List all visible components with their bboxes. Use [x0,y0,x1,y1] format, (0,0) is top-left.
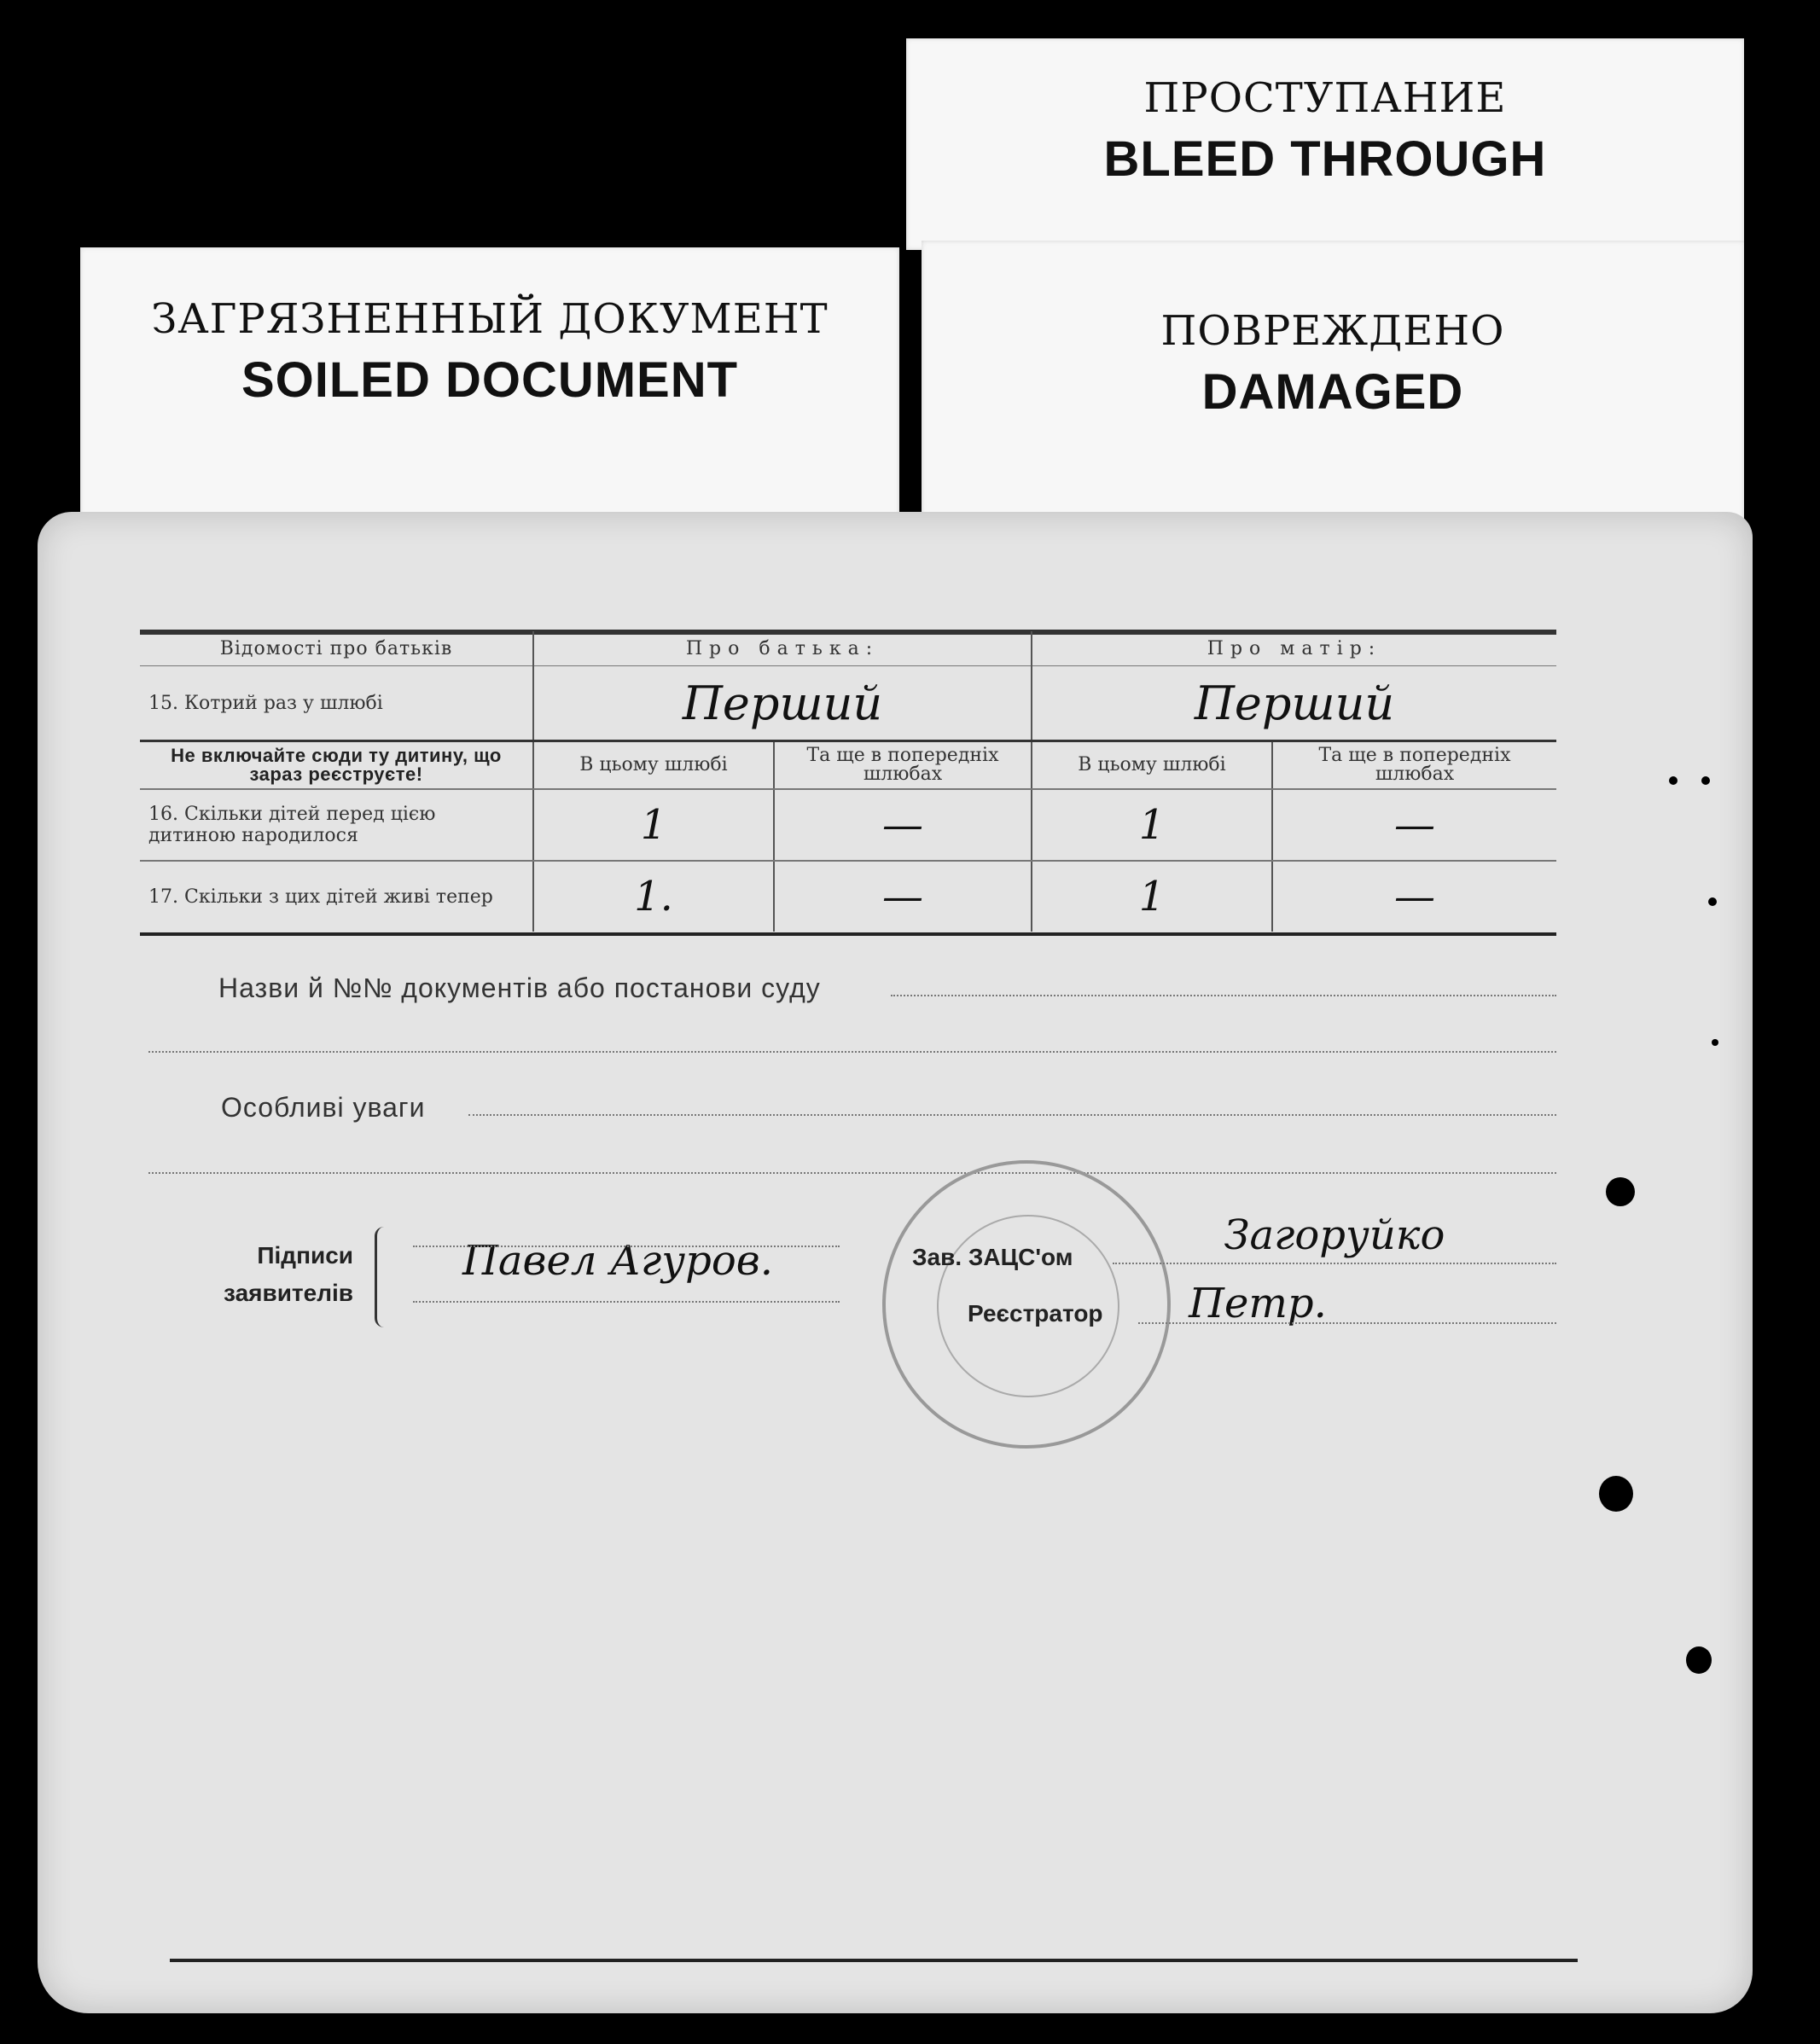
row-17-label: 17. Скільки з цих дітей живі тепер [148,886,493,908]
parents-info-table [140,631,1556,932]
binding-hole [1686,1646,1712,1674]
bleed-through-label-card [906,38,1744,250]
soiled-document-label-card [80,247,899,529]
registrar-label: Реєстратор [968,1300,1103,1327]
header-father: Про батька: [533,631,1032,666]
special-notes-label: Особливі уваги [221,1092,426,1123]
table-header-row [140,631,1556,666]
registrar-signature: Петр. [1189,1280,1327,1327]
row-15-marriage-count [140,666,1556,741]
registration-form-page [38,512,1753,2013]
row-15-father-value: Перший [533,666,1032,741]
bleed-through-en: BLEED THROUGH [1103,131,1547,187]
bleed-through-ru: ПРОСТУПАНИЕ [1143,74,1507,122]
damaged-en: DAMAGED [1201,364,1464,420]
binding-hole [1669,776,1678,785]
header-parents-info: Відомості про батьків [140,631,533,666]
soiled-document-en: SOILED DOCUMENT [241,352,739,408]
page-bottom-rule [170,1959,1578,1962]
mother-in-previous-marriages-header: Та ще в попередніх шлюбах [1272,741,1556,790]
binding-hole [1606,1177,1635,1206]
documents-field-label: Назви й №№ документів або постанови суду [218,973,821,1003]
special-notes-line-2 [148,1172,1556,1174]
binding-hole [1599,1476,1633,1512]
row-17-father-prev: — [774,861,1032,932]
row-17-mother-this: 1 [1032,861,1272,932]
row-16-mother-prev: — [1272,789,1556,861]
binding-hole [1701,776,1710,785]
head-signature-line [1113,1263,1556,1264]
row-17-mother-prev: — [1272,861,1556,932]
row-16-label: 16. Скільки дітей перед цією дитиною народилося [140,789,533,861]
binding-hole [1712,1039,1718,1046]
damaged-label-card [922,241,1744,522]
row-16-children-born [140,789,1556,861]
row-17-children-living [140,861,1556,932]
row-16-father-this: 1 [533,789,774,861]
applicant-signature-line-2 [413,1301,840,1303]
row-15-label: 15. Котрий раз у шлюбі [140,666,533,741]
row-15-mother-value: Перший [1032,666,1556,741]
row-16-father-prev: — [774,789,1032,861]
applicant-signature-line-1 [413,1246,840,1247]
documents-field-line [891,995,1556,996]
applicant-signature: Павел Агуров. [462,1237,773,1285]
father-in-previous-marriages-header: Та ще в попередніх шлюбах [774,741,1032,790]
applicants-signatures-label: Підписи заявителів [224,1242,353,1306]
damaged-ru: ПОВРЕЖДЕНО [1160,307,1505,355]
row-16-mother-this: 1 [1032,789,1272,861]
row-17-father-this: 1. [533,861,774,932]
registrar-signature-line [1138,1322,1556,1324]
header-mother: Про матір: [1032,631,1556,666]
head-of-registry-label: Зав. ЗАЦС'ом [912,1244,1073,1270]
exclude-child-note: Не включайте сюди ту дитину, що зараз реєструєте! [140,741,533,790]
binding-hole [1708,897,1717,906]
special-notes-line [468,1114,1556,1116]
table-bottom-rule [140,932,1556,936]
father-in-this-marriage-header: В цьому шлюбі [533,741,774,790]
applicants-brace [375,1227,384,1327]
mother-in-this-marriage-header: В цьому шлюбі [1032,741,1272,790]
soiled-document-ru: ЗАГРЯЗНЕННЫЙ ДОКУМЕНТ [151,295,829,343]
documents-field-line-2 [148,1051,1556,1053]
subheader-row [140,741,1556,790]
head-of-registry-signature: Загоруйко [1224,1211,1445,1259]
